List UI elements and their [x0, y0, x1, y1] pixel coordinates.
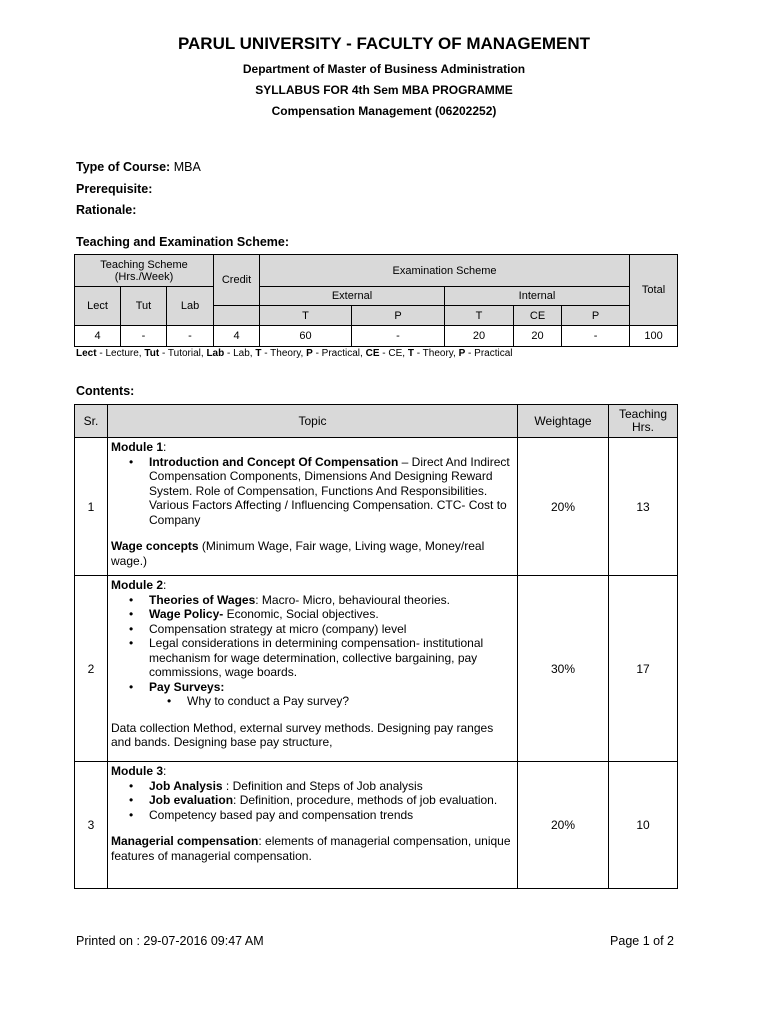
tut-header: Tut: [121, 287, 167, 326]
module-1-weightage: 20%: [518, 438, 609, 576]
list-item: [149, 779, 514, 794]
bullet-text: Legal considerations in determining compensation- institutional mechanism for wage determination, collective bargaining, pay commissions, wage boards.: [149, 636, 484, 679]
printed-on: Printed on : 29-07-2016 09:47 AM: [76, 934, 264, 948]
list-item: [149, 593, 514, 608]
list-item: [149, 808, 514, 823]
colon: :: [163, 578, 167, 592]
list-item: [149, 455, 514, 528]
bullet-text: Compensation strategy at micro (company) level: [149, 621, 407, 636]
bullet-text: : Definition and Steps of Job analysis: [222, 778, 423, 793]
bullet-bold: Pay Surveys:: [149, 679, 225, 694]
legend-text: - Theory,: [261, 348, 307, 359]
value-ext-t: 60: [260, 326, 352, 347]
bullet-text: : Macro- Micro, behavioural theories.: [255, 592, 450, 607]
teaching-scheme-header: Teaching Scheme (Hrs./Week): [75, 255, 214, 287]
bullet-text: Why to conduct a Pay survey?: [187, 694, 350, 708]
scheme-table: [74, 254, 678, 347]
rationale-label: Rationale:: [76, 203, 137, 217]
legend-key: Lect: [76, 348, 97, 359]
legend-key: P: [306, 348, 313, 359]
list-item: [149, 793, 514, 808]
value-tut: -: [121, 326, 167, 347]
total-header: Total: [630, 255, 678, 326]
module-3-title: Module 3: [111, 764, 164, 778]
list-item: [149, 680, 514, 709]
department-title: Department of Master of Business Administration: [242, 62, 526, 76]
list-item: [187, 694, 514, 709]
module-2-title: Module 2: [111, 578, 164, 592]
value-credit: 4: [214, 326, 260, 347]
credit-header: Credit: [214, 255, 260, 306]
table-row: [75, 438, 678, 576]
colon: :: [163, 440, 167, 454]
legend-key: T: [407, 348, 414, 359]
credit-spacer: [214, 306, 260, 326]
value-lect: 4: [75, 326, 121, 347]
legend-text: - Lab,: [224, 348, 256, 359]
colon: :: [163, 764, 167, 778]
legend-text: - Lecture,: [96, 348, 145, 359]
list-item: [149, 607, 514, 622]
type-of-course-value: MBA: [170, 160, 201, 174]
value-lab: -: [167, 326, 214, 347]
topic-header: Topic: [108, 405, 518, 438]
page-number: Page 1 of 2: [610, 934, 674, 948]
bullet-text: Competency based pay and compensation trends: [149, 807, 414, 822]
module-2-topic: [108, 576, 518, 762]
weightage-header: Weightage: [518, 405, 609, 438]
legend-text: - Practical,: [312, 348, 366, 359]
value-total: 100: [630, 326, 678, 347]
module-1-hours: 13: [609, 438, 678, 576]
legend-text: - Tutorial,: [159, 348, 207, 359]
paragraph-bold: Wage concepts: [111, 539, 199, 553]
lect-header: Lect: [75, 287, 121, 326]
module-2-sr: 2: [75, 576, 108, 762]
syllabus-title: SYLLABUS FOR 4th Sem MBA PROGRAMME: [255, 83, 513, 97]
module-3-topic: [108, 762, 518, 889]
hours-header: Teaching Hrs.: [609, 405, 678, 438]
scheme-title: Teaching and Examination Scheme:: [76, 235, 290, 249]
value-int-t: 20: [445, 326, 514, 347]
module-3-paragraph: [111, 834, 514, 863]
bullet-text: – Direct And Indirect Compensation Components, Dimensions And Designing Reward System. Role of Compensation, Functions And Responsibilities. Various Factors Affecting / Influencing Compensation. CTC- Cost to Company: [149, 454, 510, 527]
course-title: Compensation Management (06202252): [271, 104, 497, 118]
legend-key: P: [458, 348, 466, 359]
module-1-topic: [108, 438, 518, 576]
bullet-bold: Job Analysis: [149, 778, 223, 793]
module-2-hours: 17: [609, 576, 678, 762]
legend-key: T: [255, 348, 262, 359]
int-p-header: P: [562, 306, 630, 326]
table-row: [75, 762, 678, 889]
external-header: External: [260, 287, 445, 306]
list-item: [149, 636, 514, 680]
lab-header: Lab: [167, 287, 214, 326]
module-2-weightage: 30%: [518, 576, 609, 762]
internal-header: Internal: [445, 287, 630, 306]
contents-title: Contents:: [76, 384, 135, 398]
module-1-sr: 1: [75, 438, 108, 576]
paragraph-bold: Managerial compensation: [111, 834, 259, 848]
legend-text: - CE,: [379, 348, 408, 359]
int-ce-header: CE: [514, 306, 562, 326]
list-item: [149, 622, 514, 637]
legend-key: CE: [365, 348, 380, 359]
bullet-text: Economic, Social objectives.: [223, 607, 379, 621]
legend-key: Tut: [144, 348, 160, 359]
module-1-title: Module 1: [111, 440, 164, 454]
sr-header: Sr.: [75, 405, 108, 438]
bullet-bold: Job evaluation: [149, 793, 234, 807]
bullet-text: : Definition, procedure, methods of job evaluation.: [233, 793, 498, 807]
type-of-course-label: Type of Course:: [76, 160, 171, 174]
legend-key: Lab: [206, 348, 225, 359]
paragraph-text: : elements of managerial compensation, unique features of managerial compensation.: [111, 834, 511, 863]
prerequisite-label: Prerequisite:: [76, 182, 153, 196]
int-t-header: T: [445, 306, 514, 326]
contents-table: [74, 404, 678, 889]
legend-text: - Theory,: [413, 348, 459, 359]
value-int-p: -: [562, 326, 630, 347]
university-title: PARUL UNIVERSITY - FACULTY OF MANAGEMENT: [177, 34, 591, 53]
paragraph-text: (Minimum Wage, Fair wage, Living wage, Money/real wage.): [111, 539, 485, 568]
module-2-paragraph: Data collection Method, external survey methods. Designing pay ranges and bands. Designing base pay structure,: [111, 720, 494, 749]
legend-text: - Practical: [465, 348, 513, 359]
bullet-bold: Theories of Wages: [149, 592, 256, 607]
ext-p-header: P: [352, 306, 445, 326]
bullet-bold: Wage Policy-: [149, 607, 224, 621]
module-3-sr: 3: [75, 762, 108, 889]
table-row: [75, 576, 678, 762]
module-3-hours: 10: [609, 762, 678, 889]
type-of-course: [76, 160, 201, 174]
scheme-legend: [76, 348, 513, 359]
module-1-paragraph: [111, 539, 514, 568]
value-int-ce: 20: [514, 326, 562, 347]
module-3-weightage: 20%: [518, 762, 609, 889]
value-ext-p: -: [352, 326, 445, 347]
ext-t-header: T: [260, 306, 352, 326]
bullet-bold: Introduction and Concept Of Compensation: [149, 454, 399, 469]
exam-scheme-header: Examination Scheme: [260, 255, 630, 287]
